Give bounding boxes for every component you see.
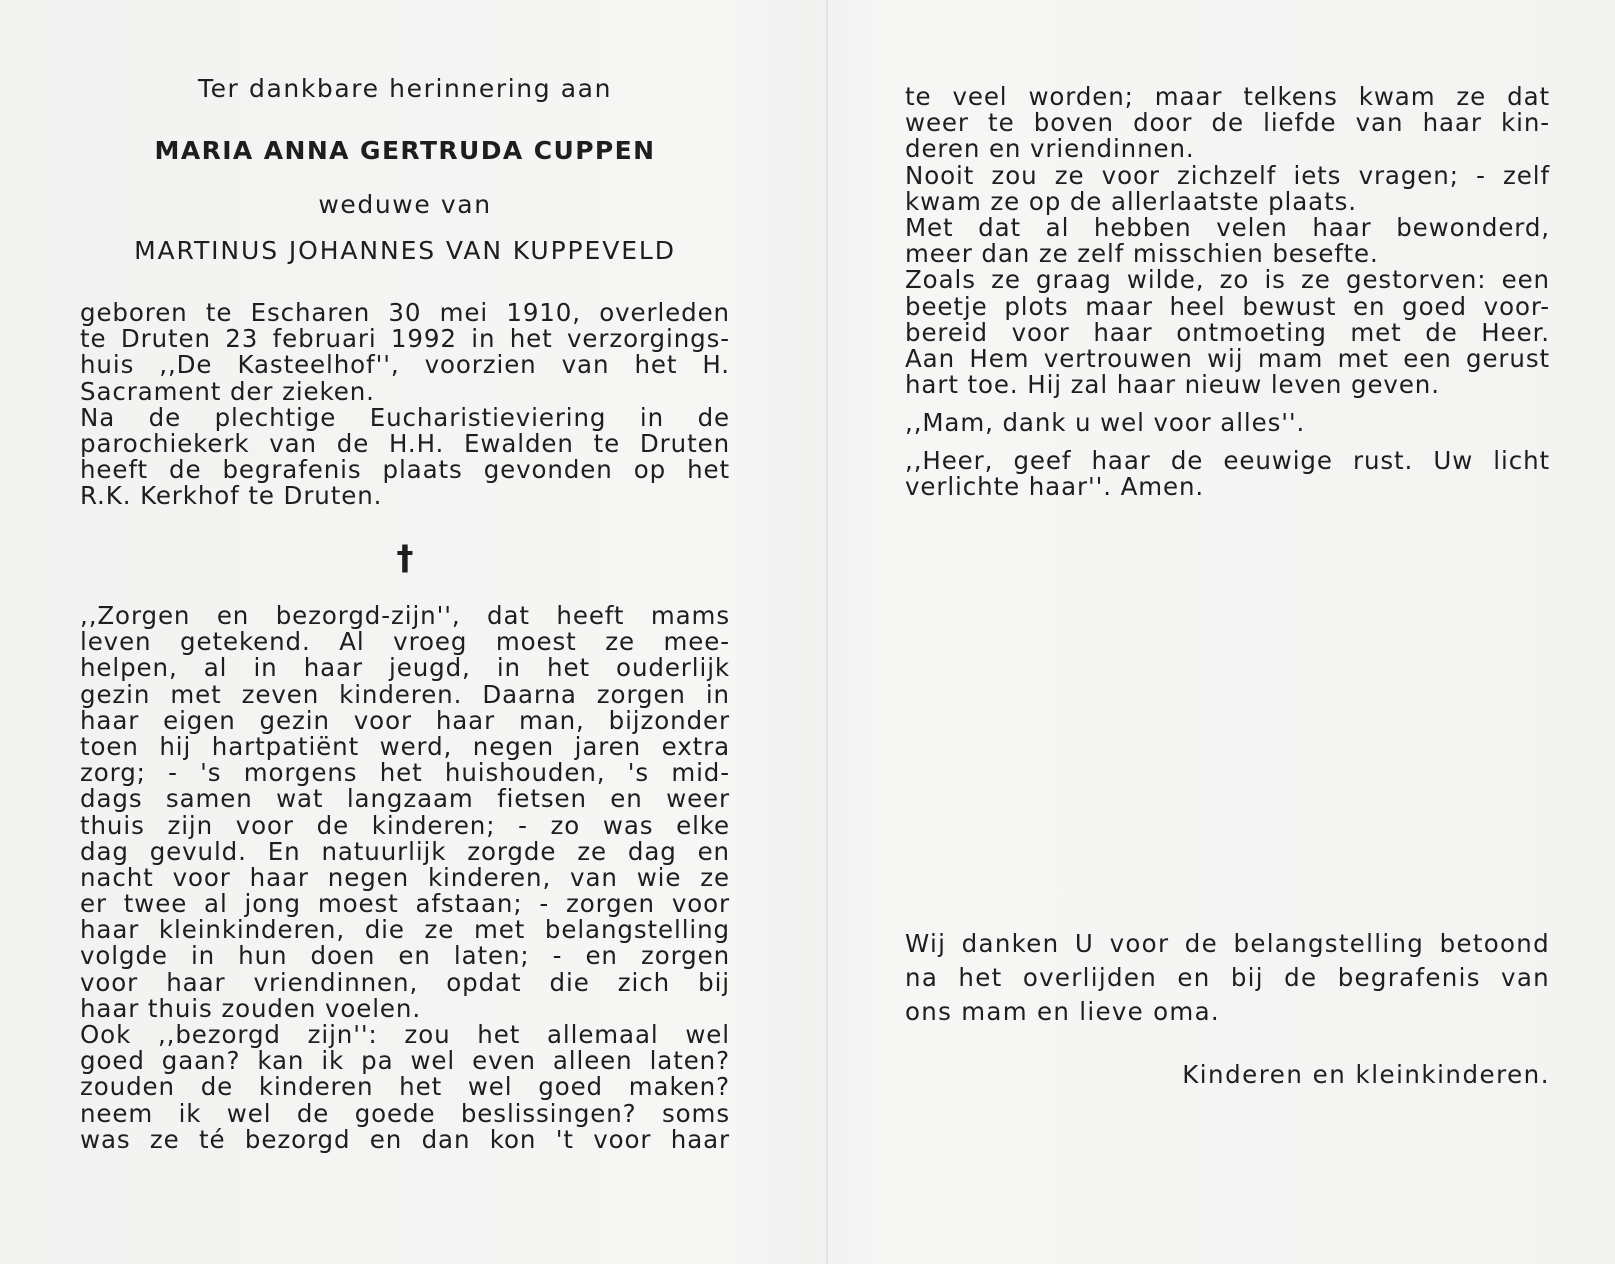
text-line: weer te boven door de liefde van haar kin- [905,108,1550,138]
text-line: hart toe. Hij zal haar nieuw leven geven. [905,370,1440,400]
card-fold [826,0,828,1264]
text-line: Sacrament der zieken. [80,376,375,406]
continuation-paragraph [905,84,1550,398]
text-line: haar kleinkinderen, die ze met belangstelling [80,915,730,945]
text-line: Met dat al hebben velen haar bewonderd, [905,212,1550,242]
text-line: beetje plots maar heel bewust en goed voor- [905,291,1550,321]
text-line: bereid voor haar ontmoeting met de Heer. [905,317,1550,347]
text-line: Ook ,,bezorgd zijn'': zou het allemaal wel [80,1020,730,1049]
thanks-paragraph [905,927,1550,1029]
text-line: geboren te Escharen 30 mei 1910, overleden [80,298,730,327]
text-line: zouden de kinderen het wel goed maken? [80,1072,730,1102]
text-line: Nooit zou ze voor zichzelf iets vragen; - zelf [905,160,1550,190]
text-line: dags samen wat langzaam fietsen en weer [80,784,730,814]
text-line: Wij danken U voor de belangstelling betoond [905,929,1550,958]
deceased-name: MARIA ANNA GERTRUDA CUPPEN [154,136,656,165]
text-line: te veel worden; maar telkens kwam ze dat [905,82,1550,111]
text-line: ,,Zorgen en bezorgd-zijn'', dat heeft mams [80,601,730,630]
text-line: er twee al jong moest afstaan; - zorgen voor [80,889,730,919]
text-line: huis ,,De Kasteelhof'', voorzien van het H. [80,350,730,380]
story-paragraph [80,603,730,1153]
text-line: Na de plechtige Eucharistieviering in de [80,402,730,432]
text-line: voor haar vriendinnen, opdat die zich bij [80,967,730,997]
text-line: leven getekend. Al vroeg moest ze mee- [80,627,730,657]
right-page [905,0,1550,1264]
prayer-thanks [905,410,1550,436]
text-line: dag gevuld. En natuurlijk zorgde ze dag en [80,836,730,866]
text-line: ons mam en lieve oma. [905,997,1220,1026]
text-line: R.K. Kerkhof te Druten. [80,481,383,511]
text-line: ,,Heer, geef haar de eeuwige rust. Uw licht [905,446,1550,475]
intro-text: Ter dankbare herinnering aan [197,74,613,103]
text-line: heeft de begrafenis plaats gevonden op het [80,455,730,485]
text-line: neem ik wel de goede beslissingen? soms [80,1098,730,1128]
text-line: helpen, al in haar jeugd, in het ouderlijk [80,653,730,683]
text-line: volgde in hun doen en laten; - en zorgen [80,941,730,971]
text-line: Aan Hem vertrouwen wij mam met een gerust [905,343,1550,373]
signature: Kinderen en kleinkinderen. [1182,1060,1550,1089]
text-line: was ze té bezorgd en dan kon 't voor haar [80,1124,730,1154]
text-line: goed gaan? kan ik pa wel even alleen laten? [80,1046,730,1076]
text-line: toen hij hartpatiënt werd, negen jaren extra [80,731,730,761]
text-line: meer dan ze zelf misschien besefte. [905,239,1379,269]
widow-label: weduwe van [318,190,492,219]
cross-symbol: † [396,538,414,578]
text-line: Zoals ze graag wilde, zo is ze gestorven: een [905,265,1550,295]
spouse-name: MARTINUS JOHANNES VAN KUPPEVELD [134,236,676,265]
text-line: thuis zijn voor de kinderen; - zo was elke [80,810,730,840]
text-line: te Druten 23 februari 1992 in het verzorgings- [80,324,730,354]
text-line: haar eigen gezin voor haar man, bijzonder [80,705,730,735]
prayer-rest [905,448,1550,500]
birth-paragraph [80,300,730,510]
text-line: na het overlijden en bij de begrafenis van [905,963,1550,992]
text-line: parochiekerk van de H.H. Ewalden te Druten [80,428,730,458]
text-line: verlichte haar''. Amen. [905,472,1205,502]
text-line: ,,Mam, dank u wel voor alles''. [905,408,1306,437]
text-line: kwam ze op de allerlaatste plaats. [905,186,1357,216]
left-page [80,0,730,1264]
text-line: zorg; - 's morgens het huishouden, 's mid- [80,758,730,788]
text-line: haar thuis zouden voelen. [80,993,422,1023]
text-line: deren en vriendinnen. [905,134,1195,164]
text-line: nacht voor haar negen kinderen, van wie ze [80,862,730,892]
text-line: gezin met zeven kinderen. Daarna zorgen in [80,679,730,709]
